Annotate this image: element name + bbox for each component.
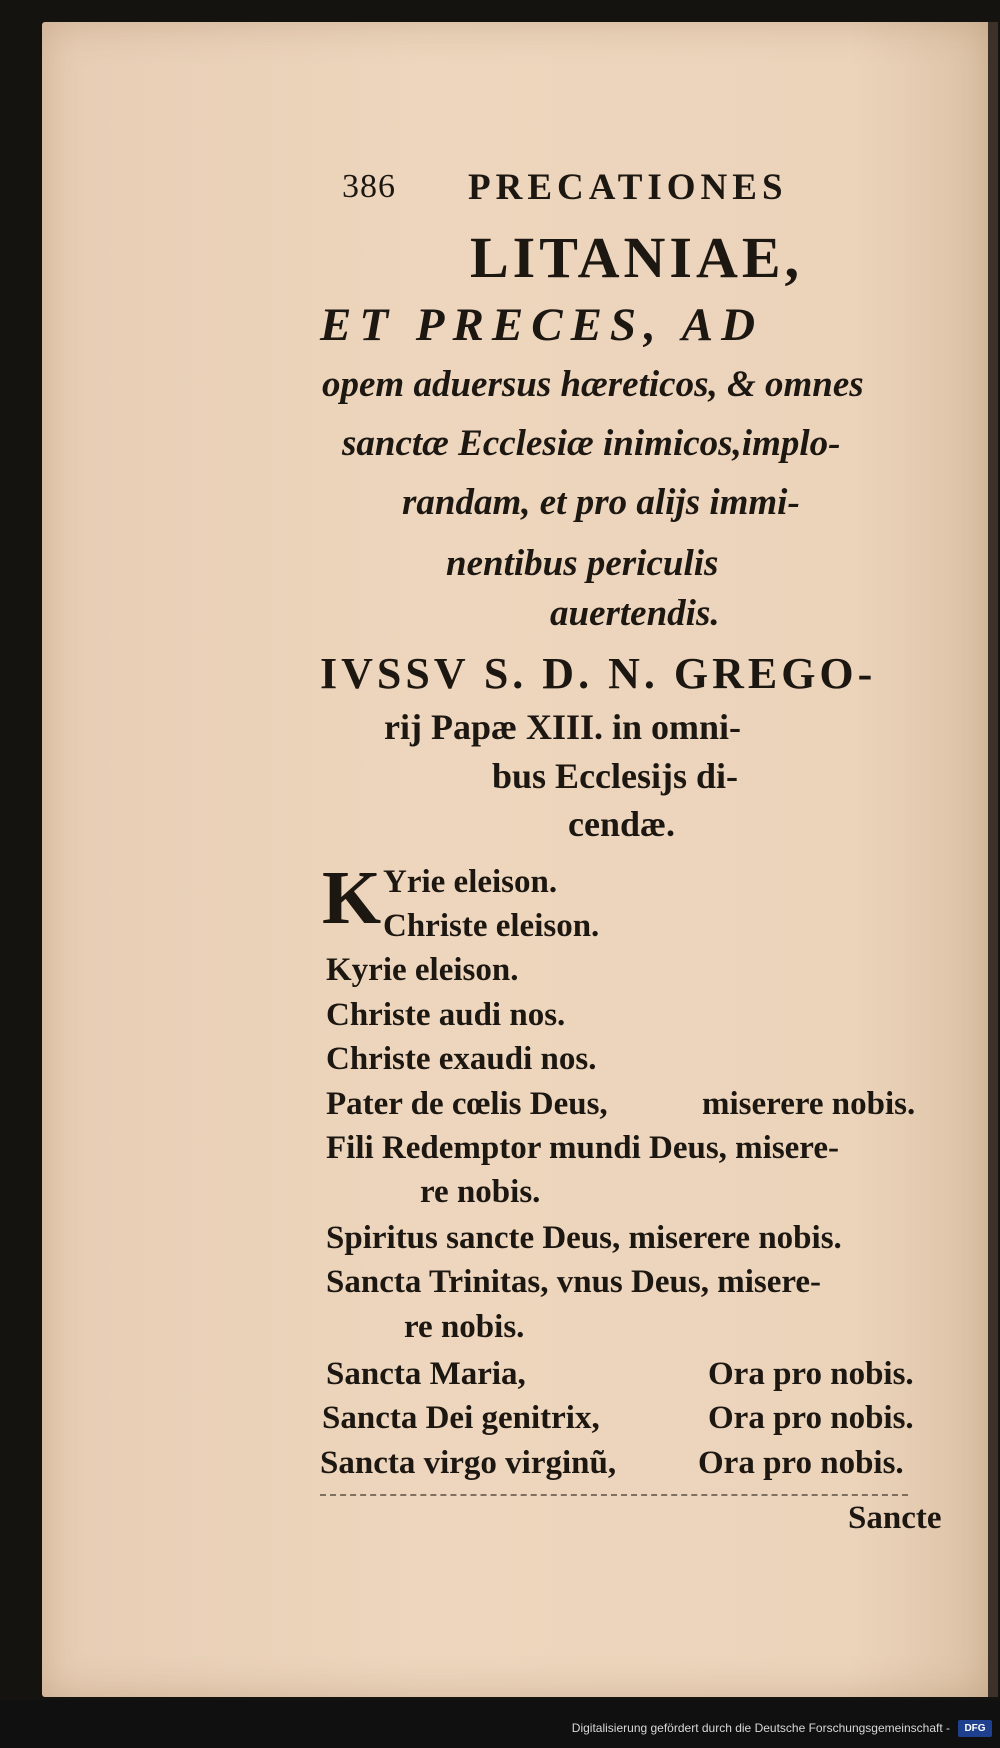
invocation-response: Ora pro nobis. — [698, 1445, 904, 1481]
invocation-response: Ora pro nobis. — [708, 1356, 914, 1392]
decree-line: IVSSV S. D. N. GREGO- — [320, 649, 877, 698]
catchword: Sancte — [848, 1500, 942, 1536]
kyrie-line: Kyrie eleison. — [326, 952, 519, 988]
page-edge — [988, 22, 998, 1697]
kyrie-line: Christe audi nos. — [326, 997, 566, 1033]
petition-text: Spiritus sancte Deus, miserere nobis. — [326, 1220, 842, 1256]
decree-line: cendæ. — [568, 804, 675, 844]
invocation-text: Sancta Maria, — [326, 1356, 526, 1392]
invocation-response: Ora pro nobis. — [708, 1400, 914, 1436]
decree-line: bus Ecclesijs di- — [492, 756, 739, 796]
subtitle-line: randam, et pro alijs immi- — [402, 482, 800, 523]
petition-text: Fili Redemptor mundi Deus, misere- — [326, 1130, 839, 1166]
page-number: 386 — [342, 168, 396, 205]
invocation-text: Sancta virgo virginũ, — [320, 1445, 617, 1481]
kyrie-line: Christe eleison. — [383, 908, 600, 944]
invocation-text: Sancta Dei genitrix, — [322, 1400, 600, 1436]
digitization-footer — [0, 1700, 1000, 1748]
petition-text: Pater de cœlis Deus, — [326, 1086, 608, 1122]
dashed-underline — [320, 1494, 908, 1496]
subtitle-line: ET PRECES, AD — [320, 299, 764, 351]
decree-line: rij Papæ XIII. in omni- — [384, 707, 742, 747]
petition-text: re nobis. — [420, 1174, 541, 1210]
petition-text: Sancta Trinitas, vnus Deus, misere- — [326, 1264, 822, 1300]
kyrie-line: Christe exaudi nos. — [326, 1041, 597, 1077]
dfg-logo: DFG — [958, 1720, 992, 1737]
petition-text: re nobis. — [404, 1309, 525, 1345]
petition-response: miserere nobis. — [702, 1086, 916, 1122]
subtitle-line: auertendis. — [550, 593, 720, 634]
footer-credit: Digitalisierung gefördert durch die Deutsche Forschungsgemeinschaft - — [571, 1721, 950, 1735]
running-head: PRECATIONES — [468, 167, 788, 208]
subtitle-line: sanctæ Ecclesiæ inimicos,implo- — [342, 423, 841, 464]
kyrie-line: Yrie eleison. — [383, 864, 558, 900]
subtitle-line: nentibus periculis — [446, 543, 719, 584]
subtitle-line: opem aduersus hæreticos, & omnes — [322, 364, 864, 405]
drop-cap: K — [322, 856, 382, 940]
litany-title: LITANIAE, — [470, 225, 804, 290]
